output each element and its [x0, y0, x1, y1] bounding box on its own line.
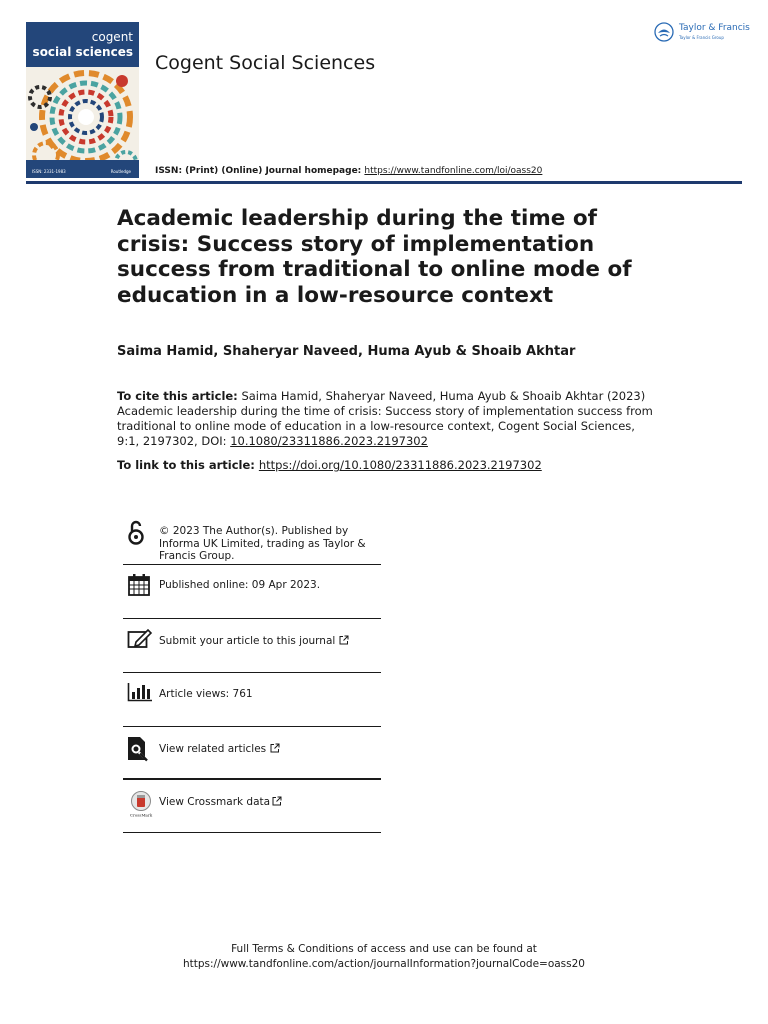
- cover-brand-social-sciences: social sciences: [32, 45, 133, 59]
- crossmark-link[interactable]: [159, 796, 282, 809]
- document-search-icon: [127, 736, 149, 762]
- article-views-count: Article views: 761: [159, 688, 253, 700]
- open-access-lock-icon: [127, 520, 145, 546]
- article-title: Academic leadership during the time of crisis: Success story of implementation success from traditional to online mode of education in a low-resource context: [117, 206, 632, 308]
- external-link-icon: [339, 635, 349, 645]
- published-date: Published online: 09 Apr 2023.: [159, 579, 321, 591]
- citation-block: [117, 389, 657, 449]
- taylor-francis-group: Taylor & Francis Group: [679, 35, 724, 40]
- calendar-icon: [127, 573, 151, 597]
- doi-link[interactable]: 10.1080/23311886.2023.2197302: [230, 434, 428, 448]
- info-related[interactable]: [123, 727, 381, 780]
- info-open-access: [123, 516, 381, 565]
- journal-cover-image: [26, 22, 139, 178]
- taylor-francis-logo[interactable]: [654, 22, 749, 48]
- external-link-icon: [270, 743, 280, 753]
- journal-homepage-link[interactable]: https://www.tandfonline.com/loi/oass20: [364, 166, 543, 176]
- header-divider: [26, 181, 742, 184]
- open-access-text: © 2023 The Author(s). Published by Informa UK Limited, trading as Taylor & Francis Group.: [159, 525, 366, 562]
- crossmark-icon: [127, 790, 155, 818]
- bar-chart-icon: [127, 682, 153, 702]
- submit-article-label: Submit your article to this journal: [159, 635, 336, 647]
- article-info-list: [123, 516, 381, 833]
- info-crossmark[interactable]: [123, 780, 381, 833]
- related-articles-label: View related articles: [159, 743, 267, 755]
- journal-title: Cogent Social Sciences: [155, 52, 376, 74]
- journal-issn-line: [155, 166, 542, 176]
- info-published: [123, 565, 381, 619]
- cover-brand-cogent: cogent: [91, 30, 133, 44]
- article-link-line: [117, 458, 542, 472]
- article-doi-url[interactable]: https://doi.org/10.1080/23311886.2023.2197302: [258, 458, 542, 472]
- crossmark-label: View Crossmark data: [159, 796, 271, 808]
- submit-article-link[interactable]: [159, 635, 349, 648]
- external-link-icon: [272, 796, 282, 806]
- taylor-francis-name: Taylor & Francis: [679, 23, 750, 33]
- cover-publisher: Routledge: [110, 169, 131, 174]
- info-views: [123, 673, 381, 727]
- cite-text: Saima Hamid, Shaheryar Naveed, Huma Ayub & Shoaib Akhtar (2023) Academic leadership during the time of crisis: Success story of implementation success from traditional to online mode of education in a low-resource context, Cogent Social Sciences, 9:1, 2197302, DOI:: [117, 389, 653, 448]
- related-articles-link[interactable]: [159, 743, 280, 756]
- terms-footer: [0, 942, 768, 972]
- edit-document-icon: [127, 628, 153, 650]
- issn-label: ISSN: (Print) (Online) Journal homepage:: [155, 166, 365, 176]
- taylor-francis-emblem-icon: [654, 22, 674, 42]
- cover-issn: ISSN: 2331-1983: [32, 169, 66, 174]
- info-submit[interactable]: [123, 619, 381, 673]
- article-authors: Saima Hamid, Shaheryar Naveed, Huma Ayub & Shoaib Akhtar: [117, 344, 576, 359]
- terms-line: Full Terms & Conditions of access and use can be found at: [231, 943, 537, 955]
- cite-label: To cite this article:: [117, 389, 238, 403]
- terms-url[interactable]: https://www.tandfonline.com/action/journalInformation?journalCode=oass20: [183, 958, 585, 970]
- crossmark-icon-label: CrossMark: [129, 812, 153, 818]
- link-label: To link to this article:: [117, 458, 259, 472]
